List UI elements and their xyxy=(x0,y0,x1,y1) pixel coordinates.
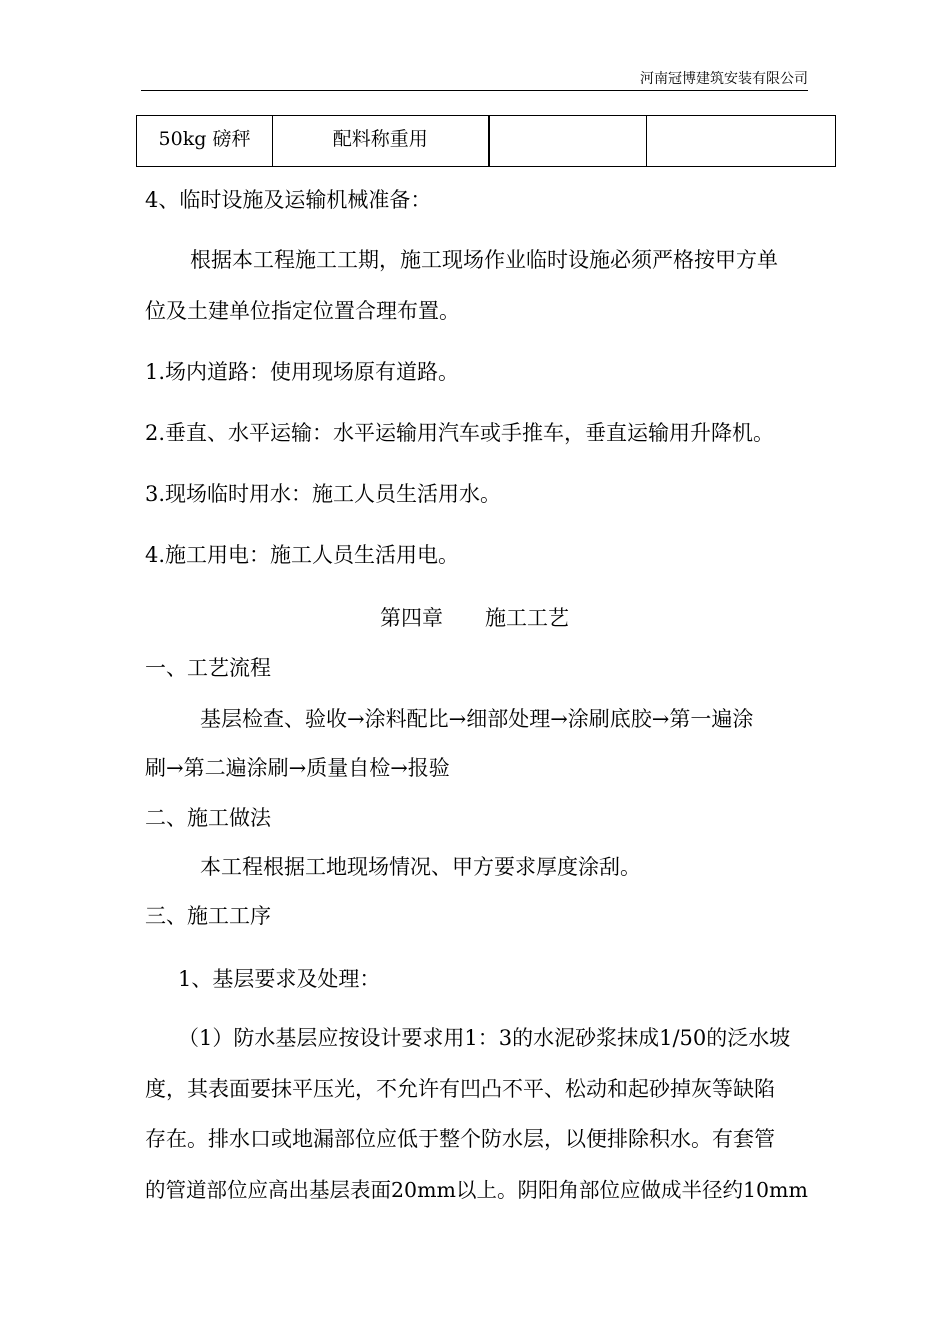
company-name: 河南冠博建筑安装有限公司 xyxy=(640,71,808,87)
equipment-table xyxy=(136,115,836,167)
chapter-title: 第四章 施工工艺 xyxy=(380,606,569,630)
table-cell-empty xyxy=(647,116,836,167)
paragraph-line: 的管道部位应高出基层表面20mm以上。阴阳角部位应做成半径约10mm xyxy=(145,1178,808,1202)
paragraph-line: 存在。排水口或地漏部位应低于整个防水层，以便排除积水。有套管 xyxy=(145,1127,775,1151)
paragraph-line: 度，其表面要抹平压光，不允许有凹凸不平、松动和起砂掉灰等缺陷 xyxy=(145,1077,775,1101)
subsection-heading: 1、基层要求及处理： xyxy=(178,967,381,991)
section-heading: 三、施工工序 xyxy=(145,904,271,928)
table-cell-equipment: 50kg 磅秤 xyxy=(137,116,273,167)
table-cell-purpose: 配料称重用 xyxy=(273,116,489,167)
table-cell-empty xyxy=(489,116,647,167)
paragraph-line: 位及土建单位指定位置合理布置。 xyxy=(145,299,460,323)
section-heading: 二、施工做法 xyxy=(145,806,271,830)
list-item: 2.垂直、水平运输：水平运输用汽车或手推车，垂直运输用升降机。 xyxy=(145,421,775,445)
section-heading: 一、工艺流程 xyxy=(145,656,271,680)
header-rule xyxy=(141,90,808,91)
paragraph-line: （1）防水基层应按设计要求用1：3的水泥砂浆抹成1/50的泛水坡 xyxy=(178,1026,791,1050)
section-heading-temp-facilities: 4、临时设施及运输机械准备： xyxy=(145,188,432,212)
paragraph-line: 本工程根据工地现场情况、甲方要求厚度涂刮。 xyxy=(200,855,641,879)
table-row xyxy=(137,116,836,167)
paragraph-line: 根据本工程施工工期，施工现场作业临时设施必须严格按甲方单 xyxy=(190,248,778,272)
paragraph-line: 基层检查、验收→涂料配比→细部处理→涂刷底胶→第一遍涂 xyxy=(200,707,754,731)
list-item: 3.现场临时用水：施工人员生活用水。 xyxy=(145,482,502,506)
list-item: 1.场内道路：使用现场原有道路。 xyxy=(145,360,460,384)
paragraph-line: 刷→第二遍涂刷→质量自检→报验 xyxy=(145,756,450,780)
list-item: 4.施工用电：施工人员生活用电。 xyxy=(145,543,460,567)
